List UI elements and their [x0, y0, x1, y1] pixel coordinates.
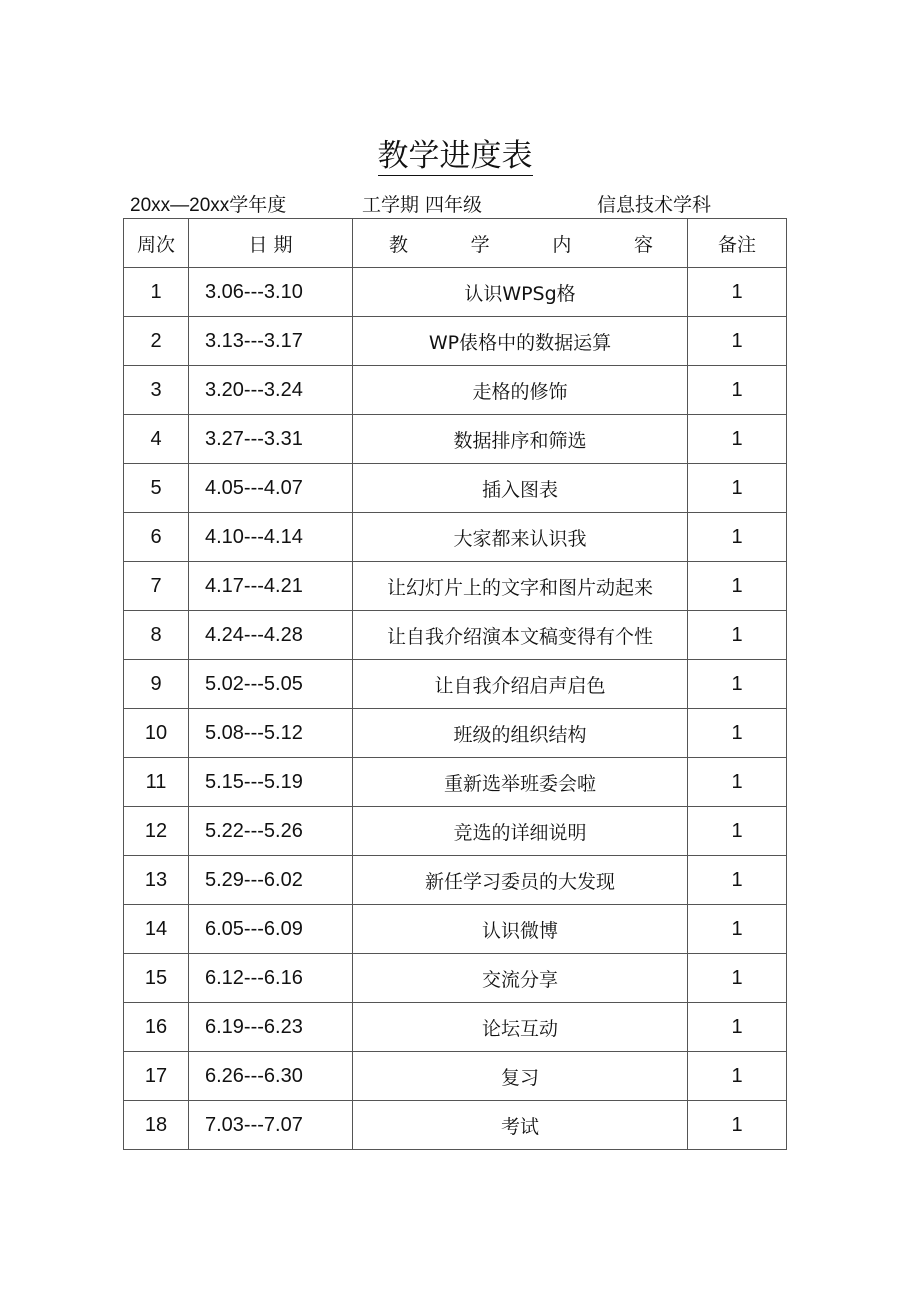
table-row	[124, 1003, 787, 1052]
cell-note: 1	[688, 415, 787, 464]
cell-week: 11	[124, 758, 189, 807]
cell-date: 7.03---7.07	[189, 1101, 353, 1150]
subject-name: 信息技术学科	[597, 194, 712, 216]
cell-content: 让自我介绍演本文稿变得有个性	[353, 611, 688, 660]
cell-date: 6.12---6.16	[189, 954, 353, 1003]
header-content-char: 容	[633, 233, 653, 256]
table-row	[124, 317, 787, 366]
cell-week: 18	[124, 1101, 189, 1150]
header-week: 周次	[124, 219, 189, 268]
cell-week: 9	[124, 660, 189, 709]
cell-content: 竞选的详细说明	[353, 807, 688, 856]
table-row	[124, 268, 787, 317]
cell-week: 16	[124, 1003, 189, 1052]
cell-date: 4.24---4.28	[189, 611, 353, 660]
cell-content: 认识微博	[353, 905, 688, 954]
cell-week: 10	[124, 709, 189, 758]
cell-note: 1	[688, 562, 787, 611]
cell-date: 5.22---5.26	[189, 807, 353, 856]
cell-note: 1	[688, 709, 787, 758]
page-title	[0, 134, 910, 178]
schedule-table	[123, 218, 787, 1150]
cell-date: 4.10---4.14	[189, 513, 353, 562]
cell-content: 走格的修饰	[353, 366, 688, 415]
cell-note: 1	[688, 856, 787, 905]
table-row	[124, 758, 787, 807]
cell-week: 5	[124, 464, 189, 513]
cell-date: 4.17---4.21	[189, 562, 353, 611]
schedule-body	[124, 268, 787, 1150]
cell-content: 论坛互动	[353, 1003, 688, 1052]
cell-week: 2	[124, 317, 189, 366]
table-row	[124, 611, 787, 660]
header-content	[353, 219, 688, 268]
cell-week: 13	[124, 856, 189, 905]
cell-note: 1	[688, 954, 787, 1003]
cell-week: 8	[124, 611, 189, 660]
table-row	[124, 954, 787, 1003]
table-row	[124, 464, 787, 513]
cell-week: 14	[124, 905, 189, 954]
cell-date: 5.15---5.19	[189, 758, 353, 807]
page-title-text: 教学进度表	[377, 138, 533, 174]
cell-content: 复习	[353, 1052, 688, 1101]
header-content-char: 内	[552, 233, 572, 256]
cell-week: 6	[124, 513, 189, 562]
table-row	[124, 709, 787, 758]
cell-date: 3.27---3.31	[189, 415, 353, 464]
cell-content: 新任学习委员的大发现	[353, 856, 688, 905]
academic-year-number: 20xx—20xx	[130, 195, 230, 216]
cell-note: 1	[688, 660, 787, 709]
header-content-char: 学	[470, 233, 490, 256]
cell-date: 5.29---6.02	[189, 856, 353, 905]
header-content-text	[353, 230, 687, 257]
table-row	[124, 366, 787, 415]
cell-note: 1	[688, 268, 787, 317]
cell-date: 3.06---3.10	[189, 268, 353, 317]
cell-date: 5.02---5.05	[189, 660, 353, 709]
cell-week: 15	[124, 954, 189, 1003]
cell-week: 12	[124, 807, 189, 856]
academic-year-label: 学年度	[229, 194, 287, 216]
cell-date: 3.20---3.24	[189, 366, 353, 415]
cell-date: 3.13---3.17	[189, 317, 353, 366]
cell-content: 重新选举班委会啦	[353, 758, 688, 807]
cell-note: 1	[688, 1101, 787, 1150]
table-row	[124, 1101, 787, 1150]
cell-content: 让自我介绍启声启色	[353, 660, 688, 709]
table-header-row	[124, 219, 787, 268]
term-grade: 工学期 四年级	[362, 194, 483, 216]
header-note: 备注	[688, 219, 787, 268]
cell-content: 插入图表	[353, 464, 688, 513]
cell-content: 数据排序和筛选	[353, 415, 688, 464]
cell-note: 1	[688, 1003, 787, 1052]
cell-week: 1	[124, 268, 189, 317]
cell-content: 认识WPSg格	[353, 268, 688, 317]
cell-date: 4.05---4.07	[189, 464, 353, 513]
cell-content: 交流分享	[353, 954, 688, 1003]
cell-note: 1	[688, 1052, 787, 1101]
cell-week: 17	[124, 1052, 189, 1101]
table-row	[124, 513, 787, 562]
cell-content: 考试	[353, 1101, 688, 1150]
cell-content: 大家都来认识我	[353, 513, 688, 562]
cell-note: 1	[688, 807, 787, 856]
academic-year	[130, 193, 286, 217]
cell-note: 1	[688, 317, 787, 366]
table-row	[124, 1052, 787, 1101]
cell-date: 6.19---6.23	[189, 1003, 353, 1052]
cell-note: 1	[688, 905, 787, 954]
cell-date: 5.08---5.12	[189, 709, 353, 758]
table-row	[124, 660, 787, 709]
cell-content: 班级的组织结构	[353, 709, 688, 758]
cell-note: 1	[688, 513, 787, 562]
cell-week: 4	[124, 415, 189, 464]
cell-content: WP俵格中的数据运算	[353, 317, 688, 366]
header-content-char: 教	[389, 233, 409, 256]
cell-date: 6.05---6.09	[189, 905, 353, 954]
header-date: 日 期	[189, 219, 353, 268]
table-row	[124, 905, 787, 954]
cell-week: 7	[124, 562, 189, 611]
cell-week: 3	[124, 366, 189, 415]
cell-note: 1	[688, 366, 787, 415]
table-row	[124, 856, 787, 905]
table-row	[124, 562, 787, 611]
cell-note: 1	[688, 611, 787, 660]
cell-content: 让幻灯片上的文字和图片动起来	[353, 562, 688, 611]
cell-note: 1	[688, 464, 787, 513]
cell-date: 6.26---6.30	[189, 1052, 353, 1101]
table-row	[124, 415, 787, 464]
table-row	[124, 807, 787, 856]
cell-note: 1	[688, 758, 787, 807]
